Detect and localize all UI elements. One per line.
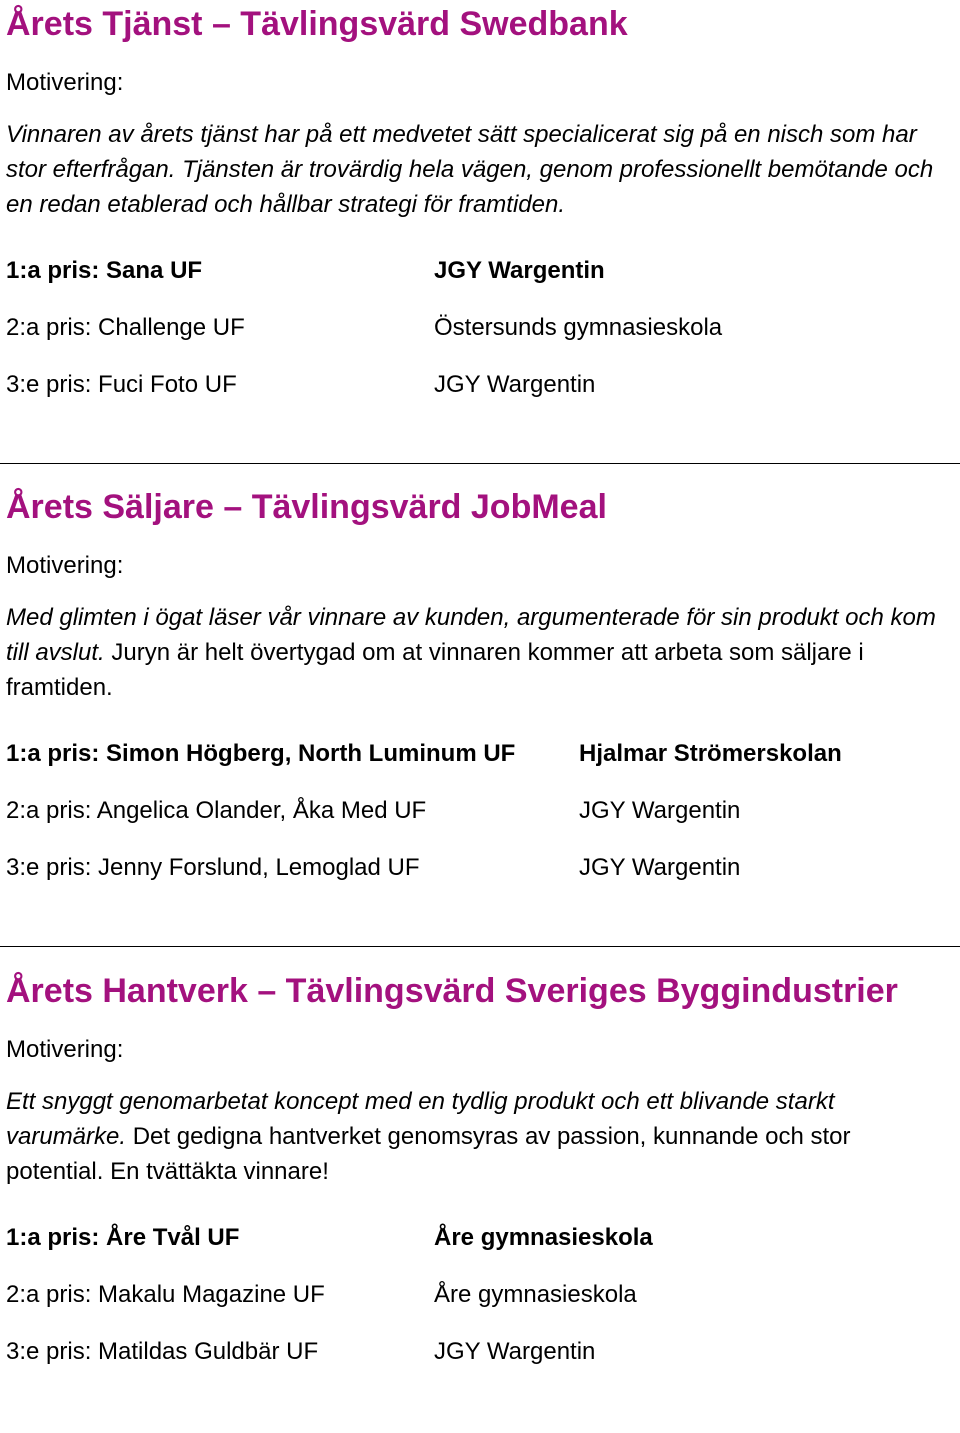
school-label: JGY Wargentin	[579, 854, 741, 881]
section-divider	[0, 946, 960, 947]
motivering-text	[6, 117, 951, 222]
motivering-italic: Vinnaren av årets tjänst har på ett medvetet sätt specialicerat sig på en nisch som har stor efterfrågan. Tjänsten är trovärdig hela vägen, genom professionellt bemötande och en redan etablerad och hållbar strategi för framtiden.	[6, 121, 934, 218]
winner-row-3	[6, 370, 956, 400]
winner-row-2	[6, 313, 956, 343]
motivering-label: Motivering:	[6, 552, 124, 579]
prize-label: 3:e pris: Fuci Foto UF	[6, 371, 237, 398]
winner-row-1	[6, 256, 956, 286]
motivering-plain: Juryn är helt övertygad om at vinnaren kommer att arbeta som säljare i framtiden.	[6, 639, 864, 701]
prize-label: 2:a pris: Angelica Olander, Åka Med UF	[6, 797, 427, 824]
motivering-italic: Med glimten i ögat läser vår vinnare av kunden, argumenterade för sin produkt och kom till avslut.	[6, 604, 936, 666]
prize-label: 1:a pris: Sana UF	[6, 257, 203, 284]
school-label: Åre gymnasieskola	[434, 1224, 653, 1251]
school-label: JGY Wargentin	[434, 371, 596, 398]
prize-label: 1:a pris: Åre Tvål UF	[6, 1224, 240, 1251]
prize-label: 2:a pris: Challenge UF	[6, 314, 245, 341]
prize-label: 3:e pris: Jenny Forslund, Lemoglad UF	[6, 854, 420, 881]
winner-row-1	[6, 1223, 956, 1253]
winner-row-3	[6, 1337, 956, 1367]
winner-row-2	[6, 796, 956, 826]
motivering-text	[6, 600, 951, 705]
motivering-text	[6, 1084, 951, 1189]
winner-row-2	[6, 1280, 956, 1310]
prize-label: 3:e pris: Matildas Guldbär UF	[6, 1338, 319, 1365]
section-title: Årets Hantverk – Tävlingsvärd Sveriges Byggindustrier	[6, 972, 898, 1010]
prize-label: 2:a pris: Makalu Magazine UF	[6, 1281, 325, 1308]
section-divider	[0, 463, 960, 464]
school-label: JGY Wargentin	[434, 257, 605, 284]
motivering-plain: Det gedigna hantverket genomsyras av passion, kunnande och stor potential. En tvättäkta vinnare!	[6, 1123, 851, 1185]
motivering-italic: Ett snyggt genomarbetat koncept med en tydlig produkt och ett blivande starkt varumärke.	[6, 1088, 835, 1150]
winner-row-1	[6, 739, 956, 769]
section-title: Årets Tjänst – Tävlingsvärd Swedbank	[6, 5, 628, 43]
school-label: Hjalmar Strömerskolan	[579, 740, 842, 767]
school-label: JGY Wargentin	[579, 797, 741, 824]
prize-label: 1:a pris: Simon Högberg, North Luminum UF	[6, 740, 516, 767]
section-title: Årets Säljare – Tävlingsvärd JobMeal	[6, 488, 607, 526]
school-label: JGY Wargentin	[434, 1338, 596, 1365]
school-label: Åre gymnasieskola	[434, 1281, 637, 1308]
motivering-label: Motivering:	[6, 69, 124, 96]
motivering-label: Motivering:	[6, 1036, 124, 1063]
school-label: Östersunds gymnasieskola	[434, 314, 723, 341]
winner-row-3	[6, 853, 956, 883]
